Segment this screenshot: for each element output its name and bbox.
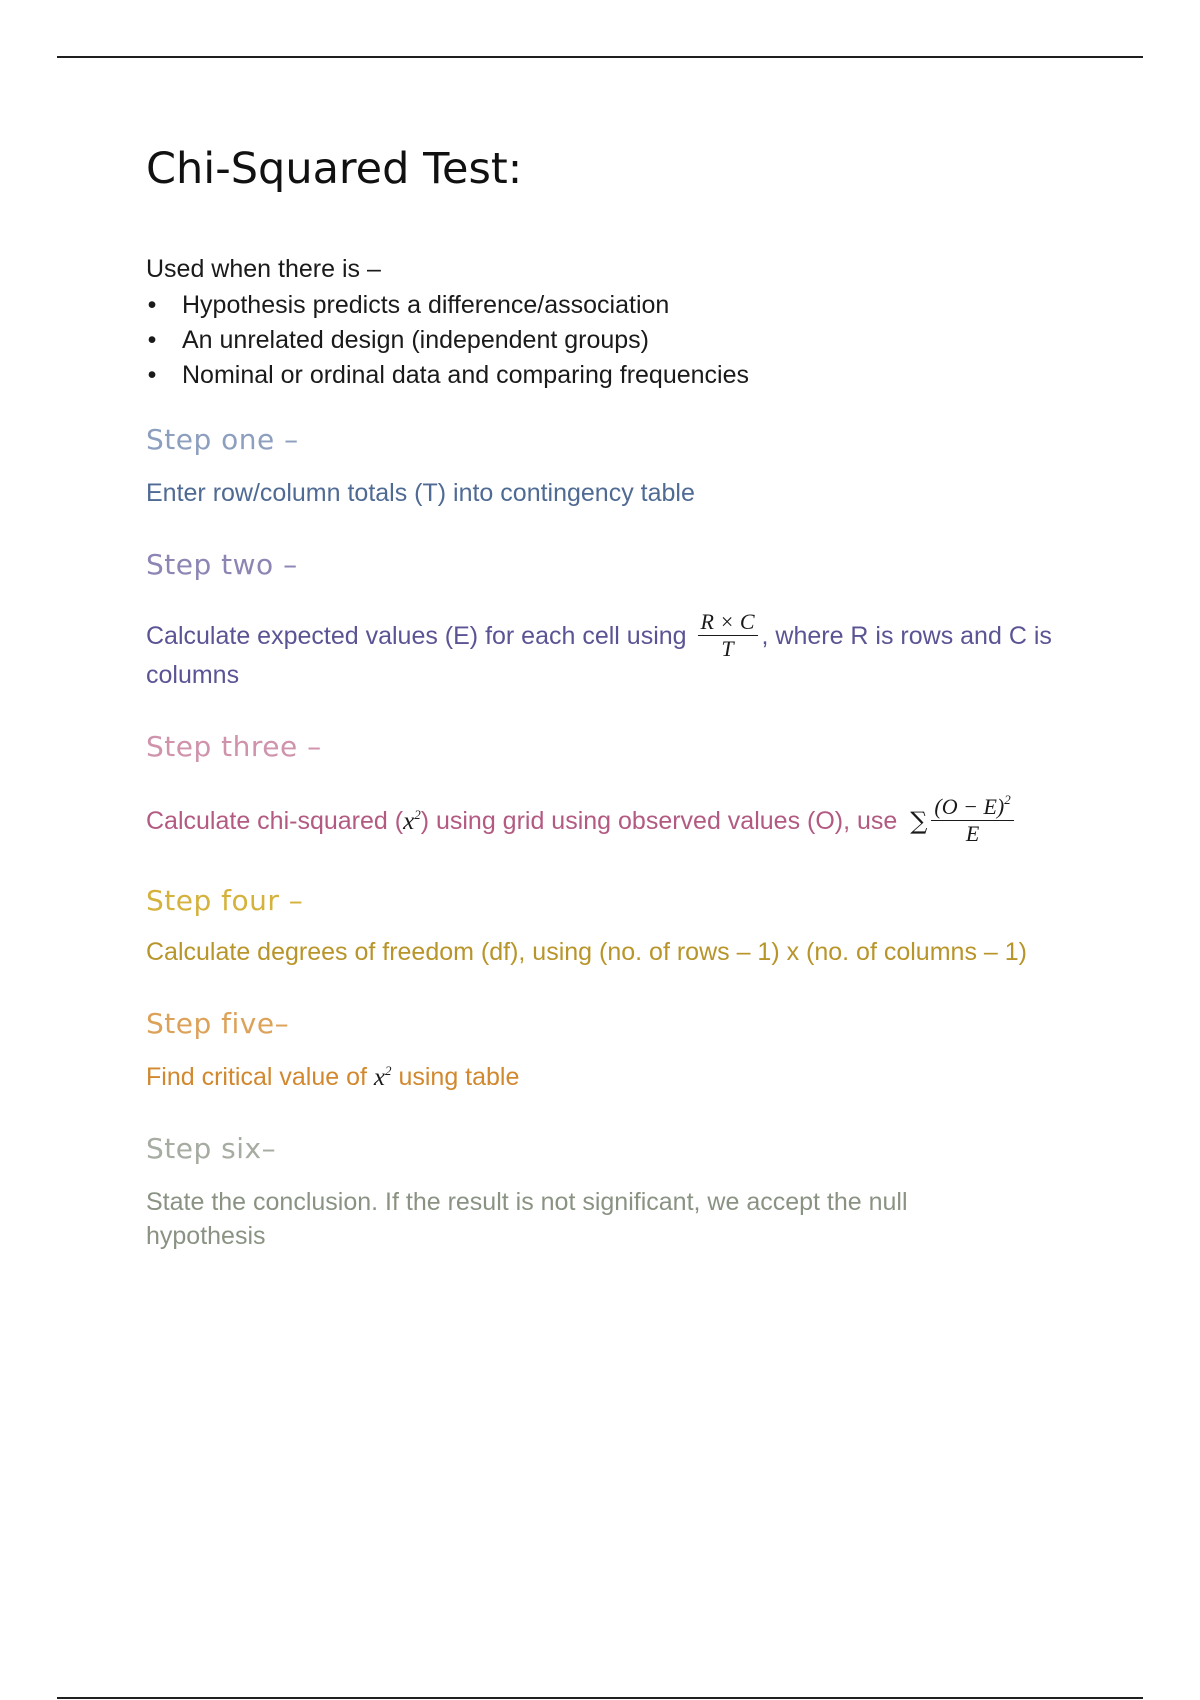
step-three-heading: Step three – [146,730,322,763]
step-two-text-before: Calculate expected values (E) for each cell using [146,622,687,651]
step-three-text-mid: ) using grid using observed values (O), use [420,807,898,836]
list-item-text: Hypothesis predicts a difference/association [182,291,670,319]
chi-superscript: 2 [385,1063,392,1078]
intro-text: Used when there is – [146,255,381,283]
list-item [146,323,749,358]
step-five-text-after: using table [398,1063,520,1091]
formula-numerator [931,794,1013,821]
step-four-text: Calculate degrees of freedom (df), using (no. of rows – 1) x (no. of columns – 1) [146,938,1027,966]
step-two-text-line2: columns [146,661,240,689]
page-title: Chi-Squared Test: [146,144,523,194]
list-item [146,288,749,323]
formula-denominator: T [721,636,734,661]
header-rule [57,56,1143,58]
formula-numerator-superscript: 2 [1004,792,1011,807]
step-five-text [146,1060,519,1095]
step-one-text: Enter row/column totals (T) into contingency table [146,479,695,507]
step-six-text-line2: hypothesis [146,1222,266,1250]
list-item [146,358,749,393]
chi-symbol: x [373,1064,385,1091]
formula-denominator: E [965,821,980,846]
step-six-text: State the conclusion. If the result is not significant, we accept the null [146,1188,908,1216]
step-two-heading: Step two – [146,548,298,581]
footer-rule [57,1697,1143,1699]
chi-symbol: x [403,808,415,836]
criteria-list [146,288,749,393]
step-two-text-after: , where R is rows and C is [761,622,1052,651]
list-item-text: Nominal or ordinal data and comparing frequencies [182,361,749,389]
bullet-icon: • [147,361,157,389]
step-three-text [146,792,1018,849]
step-two-text [146,611,1052,664]
formula-numerator-text: (O − E) [934,794,1005,819]
step-five-heading: Step five– [146,1007,290,1040]
step-four-heading: Step four – [146,884,304,917]
expected-value-formula [698,609,758,662]
list-item-text: An unrelated design (independent groups) [182,326,650,354]
chi-squared-formula [931,794,1013,847]
step-five-text-before: Find critical value of [146,1063,367,1091]
bullet-icon: • [147,291,157,319]
step-one-heading: Step one – [146,423,299,456]
step-three-text-before: Calculate chi-squared ( [146,807,404,836]
formula-numerator: R × C [698,609,758,636]
sigma-icon: ∑ [910,807,928,836]
bullet-icon: • [147,326,157,354]
chi-superscript: 2 [414,807,421,823]
step-six-heading: Step six– [146,1132,277,1165]
